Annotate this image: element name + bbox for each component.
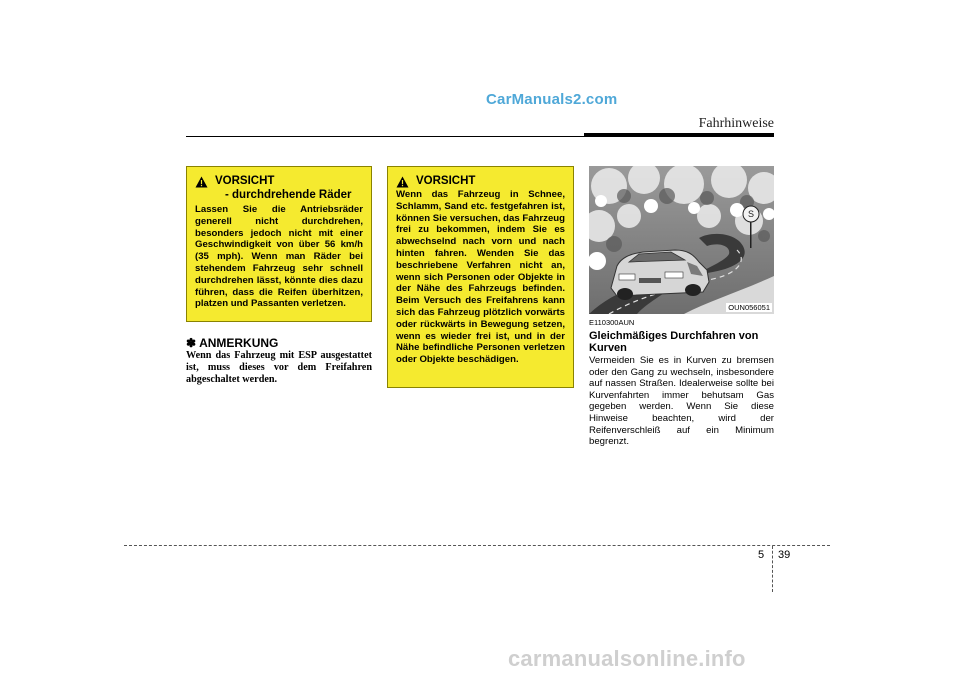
svg-text:S: S xyxy=(747,209,755,219)
section-title: Fahrhinweise xyxy=(698,116,774,131)
note-text: Wenn das Fahrzeug mit ESP ausgestattet ist, muss dieses vor dem Freifahren abgeschaltet werden. xyxy=(186,350,372,385)
footer-divider xyxy=(772,546,773,592)
section-code: E110300AUN xyxy=(589,318,635,327)
note-title: ANMERKUNG xyxy=(199,336,279,350)
chapter-number: 5 xyxy=(758,549,765,561)
illustration-code: OUN056051 xyxy=(728,303,770,312)
page-number: 39 xyxy=(778,549,791,561)
caution-subtitle: - durchdrehende Räder xyxy=(225,189,352,201)
section-heading: Gleichmäßiges Durchfahren von Kurven xyxy=(589,330,759,354)
caution-text: Lassen Sie die Antriebsräder generell nicht durchdrehen, besonders jedoch nicht mit einer Geschwindigkeit von über 56 km/h (35 mph). Wenn man Räder bei stehendem Fahrzeug sehr schnell durchdrehen lässt, könnte dies dazu führen, dass die Reifen überhitzen, platzen und Passanten verletzen. xyxy=(195,204,363,310)
caution-box-spinning-wheels xyxy=(186,166,372,322)
caution-text: Wenn das Fahrzeug in Schnee, Schlamm, Sand etc. festgefahren ist, können Sie versuchen, das Fahrzeug frei zu bekommen, indem Sie es abwechselnd nach vorn und nach hinten fahren. Wenden Sie das beschriebene Verfahren nicht an, wenn sich Personen oder Objekte in der Nähe des Fahrzeugs befinden. Beim Versuch des Freifahrens kann sich das Fahrzeug plötzlich vorwärts oder rückwärts in Bewegung setzen, wenn es wieder frei ist, und in der Nähe befindliche Personen verletzen oder Objekte beschädigen. xyxy=(396,189,566,366)
section-body-text: Vermeiden Sie es in Kurven zu bremsen oder den Gang zu wechseln, insbesondere auf nassen Straßen. Idealerweise sollte bei Kurvenfahrten immer behutsam Gas gegeben werden. Wenn Sie diese Hinweise beachten, wird der Reifenverschleiß auf ein Minimum begrenzt. xyxy=(589,355,774,448)
warning-triangle-icon xyxy=(396,176,409,188)
caution-box-stuck-vehicle xyxy=(387,166,574,388)
illustration-car-on-curve xyxy=(589,166,774,314)
caution-header xyxy=(396,175,565,188)
watermark-top[interactable]: CarManuals2.com xyxy=(486,91,618,108)
watermark-bottom[interactable]: carmanualsonline.info xyxy=(508,646,746,671)
note-star-icon: ✽ xyxy=(186,336,197,350)
note-heading xyxy=(186,336,278,350)
caution-title: VORSICHT xyxy=(416,175,476,187)
header-rule-accent xyxy=(584,133,774,137)
caution-header xyxy=(195,175,363,188)
caution-title: VORSICHT xyxy=(215,175,275,187)
footer-rule xyxy=(124,545,830,546)
warning-triangle-icon xyxy=(195,176,208,188)
car-curve-illustration xyxy=(589,166,774,314)
